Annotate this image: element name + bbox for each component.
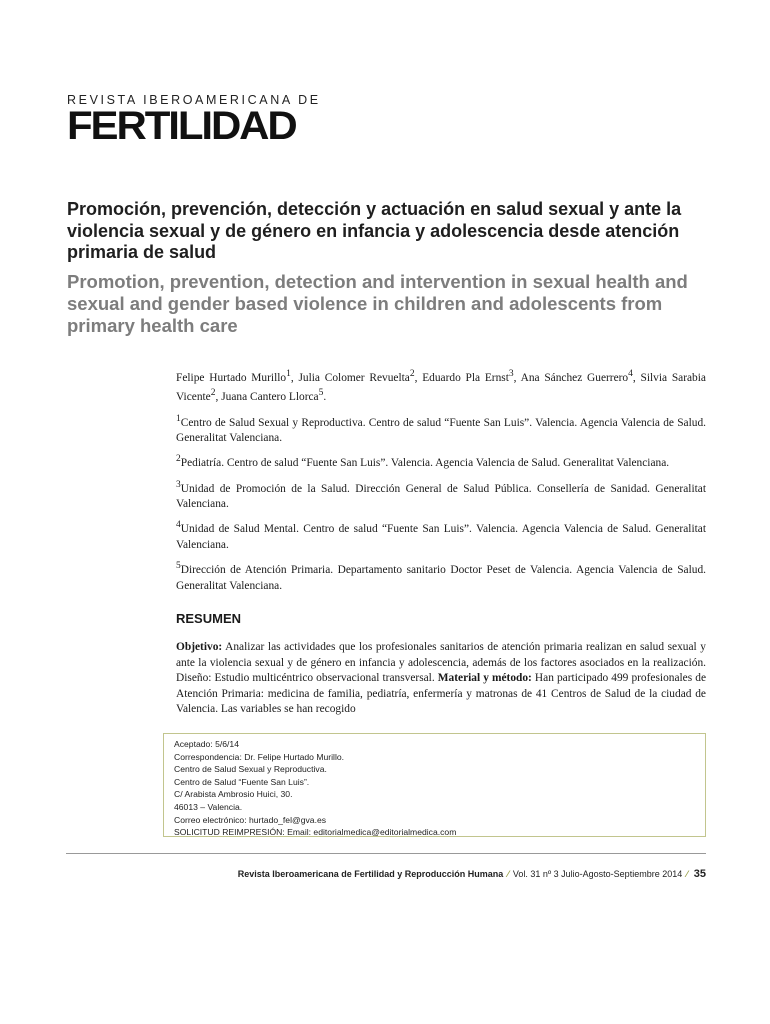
authors-block — [176, 367, 706, 600]
affiliation-item — [176, 478, 706, 513]
slash-divider-icon: ⁄ — [507, 869, 509, 879]
affiliation-item — [176, 452, 706, 471]
masthead-logo-text: FERTILIDAD — [67, 104, 296, 148]
affiliation-item — [176, 559, 706, 594]
correspondence-city: 46013 – Valencia. — [174, 801, 243, 812]
objective-text: Analizar las actividades que los profesionales sanitarios de atención primaria realizan en salud sexual y ante la violencia sexual y de género en infancia y adolescencia, además de los factores asociados en la realización. Diseño: Estudio multicéntrico observacional transversal. — [176, 641, 706, 685]
methods-text: Han participado 499 profesionales de Atención Primaria: medicina de familia, pediatría, enfermería y matronas de 41 Centros de Salud de la ciudad de Valencia. Las variables se han recogido — [176, 672, 706, 716]
author-separator: , — [290, 371, 299, 384]
author-affiliation-mark: 2 — [409, 369, 415, 379]
article-title-spanish: Promoción, prevención, detección y actuación en salud sexual y ante la violencia sexual y de género en infancia y adolescencia desde atención primaria de salud — [67, 199, 682, 262]
affiliation-number: 1 — [176, 413, 181, 424]
author-separator: . — [323, 391, 327, 404]
author-separator: , — [215, 391, 222, 404]
affiliation-text: Centro de Salud Sexual y Reproductiva. Centro de salud “Fuente San Luis”. Valencia. Agencia Valencia de Salud. Generalitat Valenciana. — [176, 416, 706, 444]
author-affiliation-mark: 4 — [628, 369, 633, 379]
affiliation-number: 2 — [176, 454, 181, 465]
affiliation-number: 3 — [176, 479, 181, 490]
accepted-date: Aceptado: 5/6/14 — [174, 739, 239, 749]
footer-journal-name: Revista Iberoamericana de Fertilidad y Reproducción Humana — [237, 869, 504, 879]
affiliation-text: Unidad de Promoción de la Salud. Dirección General de Salud Pública. Consellería de Sanidad. Generalitat Valenciana. — [176, 482, 706, 510]
page-number: 35 — [693, 868, 706, 880]
author-separator: , — [414, 371, 423, 384]
author-affiliation-mark: 1 — [286, 369, 291, 379]
author-name: Felipe Hurtado Murillo — [176, 371, 287, 384]
author-name: Ana Sánchez Guerrero — [520, 371, 629, 384]
footer-divider — [66, 853, 706, 854]
author-name: Juana Cantero Llorca — [221, 391, 319, 404]
correspondence-street: C/ Arabista Ambrosio Huici, 30. — [174, 789, 293, 800]
author-affiliation-mark: 2 — [210, 388, 216, 399]
author-name: Eduardo Pla Ernst — [422, 371, 509, 384]
affiliation-number: 5 — [176, 561, 181, 572]
correspondence-center: Centro de Salud Sexual y Reproductiva. — [174, 764, 327, 775]
author-name: Julia Colomer Revuelta — [298, 371, 410, 384]
author-affiliation-mark: 5 — [318, 388, 324, 399]
masthead-top-line: REVISTA IBEROAMERICANA DE — [67, 93, 321, 107]
author-affiliation-mark: 3 — [508, 369, 514, 379]
author-separator: , — [632, 371, 641, 384]
objective-label: Objetivo: — [176, 641, 223, 653]
affiliation-text: Dirección de Atención Primaria. Departamento sanitario Doctor Peset de Valencia. Agencia Valencia de Salud. Generalitat Valenciana. — [176, 564, 706, 592]
affiliation-text: Pediatría. Centro de salud “Fuente San Luis”. Valencia. Agencia Valencia de Salud. Generalitat Valenciana. — [180, 457, 670, 470]
correspondence-email: Correo electrónico: hurtado_fel@gva.es — [174, 814, 327, 825]
journal-masthead — [67, 93, 321, 148]
correspondence-box — [163, 733, 706, 837]
article-title-english: Promotion, prevention, detection and intervention in sexual health and sexual and gender based violence in children and adolescents from primary health care — [67, 271, 688, 336]
page-footer — [238, 868, 706, 880]
affiliation-text: Unidad de Salud Mental. Centro de salud “Fuente San Luis”. Valencia. Agencia Valencia de Salud. Generalitat Valenciana. — [176, 523, 706, 551]
affiliation-item — [176, 412, 706, 447]
abstract-text — [176, 640, 706, 718]
correspondence-contact: Correspondencia: Dr. Felipe Hurtado Murillo. — [174, 751, 345, 762]
author-list — [176, 367, 706, 406]
methods-label: Material y método: — [437, 672, 532, 685]
footer-issue: Vol. 31 nº 3 Julio-Agosto-Septiembre 2014 — [512, 869, 683, 879]
correspondence-center-name: Centro de Salud “Fuente San Luis”. — [174, 776, 310, 787]
reprint-request: SOLICITUD REIMPRESIÓN: Email: editorialmedica@editorialmedica.com — [174, 827, 457, 838]
slash-divider-icon: ⁄ — [686, 869, 688, 879]
author-separator: , — [513, 371, 521, 384]
affiliation-number: 4 — [176, 520, 181, 531]
affiliation-item — [176, 518, 706, 553]
author-name: Silvia Sarabia Vicente — [176, 371, 706, 404]
abstract-heading: RESUMEN — [176, 611, 242, 626]
